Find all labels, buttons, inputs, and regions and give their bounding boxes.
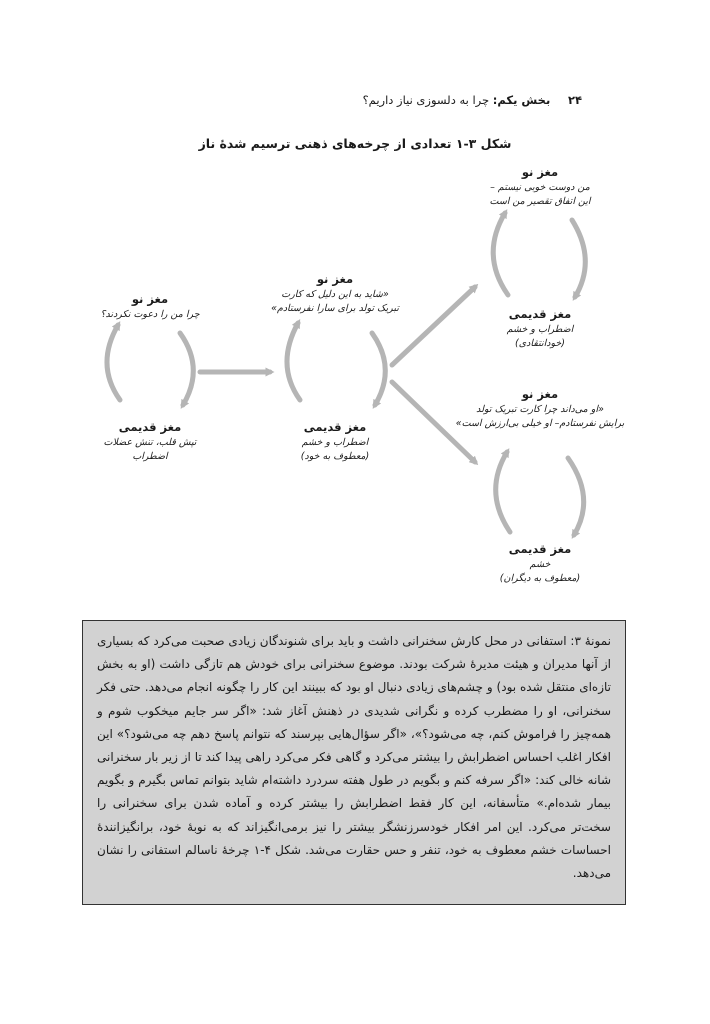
cycle3-new-brain: مغز نو من دوست خوبی نیستم – این اتفاق تقصیر من است [489, 165, 591, 207]
cycle1-new-brain: مغز نو چرا من را دعوت نکردند؟ [100, 292, 200, 320]
cycle2-down-arrow [372, 333, 385, 405]
cycle4-down-arrow [568, 458, 584, 535]
cycle3-old-brain: مغز قدیمی اضطراب و خشم (خودانتقادی) [506, 307, 574, 349]
cycle4-old-brain: مغز قدیمی خشم (معطوف به دیگران) [499, 542, 581, 584]
cycle1-up-arrow [107, 325, 120, 400]
cycle2-old-brain: مغز قدیمی اضطراب و خشم (معطوف به خود) [300, 420, 370, 462]
cycle2-new-brain: مغز نو «شاید به این دلیل که کارت تبریک تولد برای سارا نفرستادم» [271, 272, 399, 314]
part-label: بخش یکم: [492, 93, 551, 107]
page-number: ۲۴ [567, 93, 582, 107]
figure-caption: شکل ۳-۱ تعدادی از چرخه‌های ذهنی ترسیم شدهٔ ناز [198, 136, 512, 151]
cycle3-up-arrow [493, 213, 508, 295]
cycle3-down-arrow [572, 220, 585, 297]
example-box [82, 620, 626, 905]
cycle1-down-arrow [180, 333, 193, 405]
example-text: نمونهٔ ۳: استفانی در محل کارش سخنرانی داشت و باید برای شنوندگان زیادی صحبت می‌کرد که بسیاری از آنها مدیران و هیئت مدیرهٔ شرکت بودند. موضوع سخنرانی برای خودش هم تازگی داشت (او به بخش تازه‌ای منتقل شده بود) و چشم‌های زیادی دنبال او بود که ببینند این کار را چگونه انجام می‌دهد. حتی فکر سخنرانی، او را مضطرب کرده و نگرانی شدیدی در ذهنش آغاز شد: «اگر سر جایم میخکوب شوم و همه‌چیز را فراموش کنم، چه می‌شود؟»، «اگر سؤال‌هایی بپرسند که نتوانم پاسخ دهم چه می‌شود؟» این افکار اغلب احساس اضطرابش را بیشتر می‌کرد و گاهی فکر می‌کرد راهی پیدا کند تا از زیر بار سخنرانی شانه خالی کند: «اگر سرفه کنم و بگویم در طول هفته سردرد داشته‌ام شاید بتوانم تماس بگیرم و بگویم بیمار شده‌ام.» متأسفانه، این کار فقط اضطرابش را بیشتر کرده و آماده شدن برای سخنرانی را سخت‌تر می‌کرد. این امر افکار خودسرزنشگر بیشتر را نیز برمی‌انگیزاند که به نوبهٔ خود، برانگیزانندهٔ احساسات خشم معطوف به خود، تنفر و حس حقارت می‌شد. شکل ۴-۱ چرخهٔ ناسالم استفانی را نشان می‌دهد. [97, 634, 611, 881]
cycle4-new-brain: مغز نو «او می‌داند چرا کارت تبریک تولد برایش نفرستادم– او خیلی بی‌ارزش است» [455, 387, 625, 429]
chapter-title: چرا به دلسوزی نیاز داریم؟ [362, 93, 490, 107]
cycle4-up-arrow [496, 452, 510, 532]
cycle2-up-arrow [287, 323, 300, 400]
cycle1-old-brain: مغز قدیمی تپش قلب، تنش عضلات اضطراب [103, 420, 197, 462]
